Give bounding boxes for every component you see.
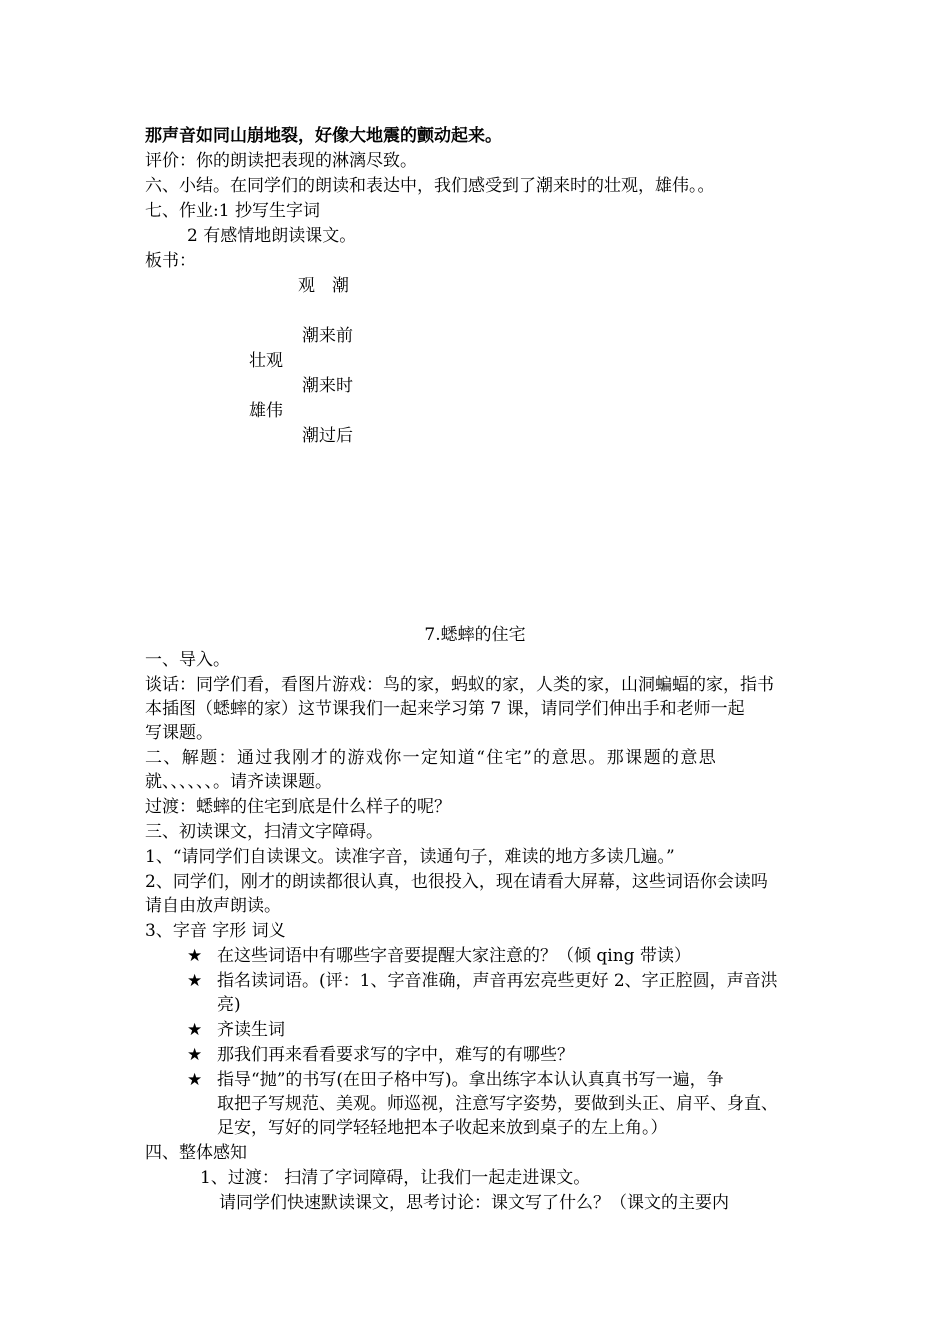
star-bullet-icon: ★	[187, 1045, 203, 1065]
explain-line-1: 二、解题：通过我刚才的游戏你一定知道“住宅”的意思。那课题的意思	[145, 748, 718, 768]
star-bullet-icon: ★	[187, 946, 203, 966]
star-bullet-icon: ★	[187, 1020, 203, 1040]
summary-line: 六、小结。在同学们的朗读和表达中，我们感受到了潮来时的壮观，雄伟。。	[145, 176, 715, 196]
talk-line-1: 谈话：同学们看，看图片游戏：鸟的家，蚂蚁的家，人类的家，山洞蝙蝠的家，指书	[145, 675, 774, 695]
star-item-5-line-3: 足安，写好的同学轻轻地把本子收起来放到桌子的左上角。）	[217, 1118, 668, 1138]
item-2-line-2: 请自由放声朗读。	[145, 896, 281, 916]
talk-line-3: 写课题。	[145, 723, 213, 743]
overall-line-2: 请同学们快速默读课文，思考讨论：课文写了什么？（课文的主要内	[219, 1193, 729, 1213]
star-bullet-icon: ★	[187, 1070, 203, 1090]
first-read-heading: 三、初读课文，扫清文字障碍。	[145, 822, 383, 842]
board-during: 潮来时	[302, 376, 353, 396]
board-grand: 雄伟	[249, 401, 283, 421]
item-2-line-1: 2、同学们，刚才的朗读都很认真，也很投入，现在请看大屏幕，这些词语你会读吗	[145, 872, 768, 892]
intro-heading: 一、导入。	[145, 650, 230, 670]
overall-line-1: 1、过渡： 扫清了字词障碍，让我们一起走进课文。	[200, 1168, 591, 1188]
board-after: 潮过后	[302, 426, 353, 446]
star-bullet-icon: ★	[187, 971, 203, 991]
talk-line-2: 本插图（蟋蟀的家）这节课我们一起来学习第 7 课，请同学们伸出手和老师一起	[145, 699, 745, 719]
item-1: 1、“请同学们自读课文。读准字音，读通句子，难读的地方多读几遍。”	[145, 847, 675, 867]
overall-heading: 四、整体感知	[145, 1143, 247, 1163]
explain-line-2: 就、、、、、、。请齐读课题。	[145, 772, 332, 792]
star-item-5-line-2: 取把子写规范、美观。师巡视，注意写字姿势，要做到头正、肩平、身直、	[217, 1094, 778, 1114]
lesson-title: 7.蟋蟀的住宅	[424, 625, 526, 645]
evaluation-line: 评价：你的朗读把表现的淋漓尽致。	[145, 151, 417, 171]
star-item-3: 齐读生词	[217, 1020, 285, 1040]
homework-line-1: 七、作业:1 抄写生字词	[145, 201, 320, 221]
board-title: 观 潮	[298, 276, 349, 296]
star-item-1: 在这些词语中有哪些字音要提醒大家注意的？（倾 qing 带读）	[217, 946, 691, 966]
homework-line-2: 2 有感情地朗读课文。	[187, 226, 357, 246]
star-item-5-line-1: 指导“抛”的书写(在田子格中写)。拿出练字本认认真真书写一遍，争	[217, 1070, 724, 1090]
item-3: 3、字音 字形 词义	[145, 921, 286, 941]
transition-line: 过渡：蟋蟀的住宅到底是什么样子的呢？	[145, 797, 451, 817]
bold-quote-line: 那声音如同山崩地裂，好像大地震的颤动起来。	[145, 126, 502, 146]
board-before: 潮来前	[302, 326, 353, 346]
star-item-2-line-1: 指名读词语。(评：1、字音准确，声音再宏亮些更好 2、字正腔圆，声音洪	[217, 971, 778, 991]
board-spectacular: 壮观	[249, 351, 283, 371]
star-item-2-line-2: 亮)	[217, 995, 241, 1015]
board-label: 板书：	[145, 251, 196, 271]
star-item-4: 那我们再来看看要求写的字中，难写的有哪些？	[217, 1045, 574, 1065]
